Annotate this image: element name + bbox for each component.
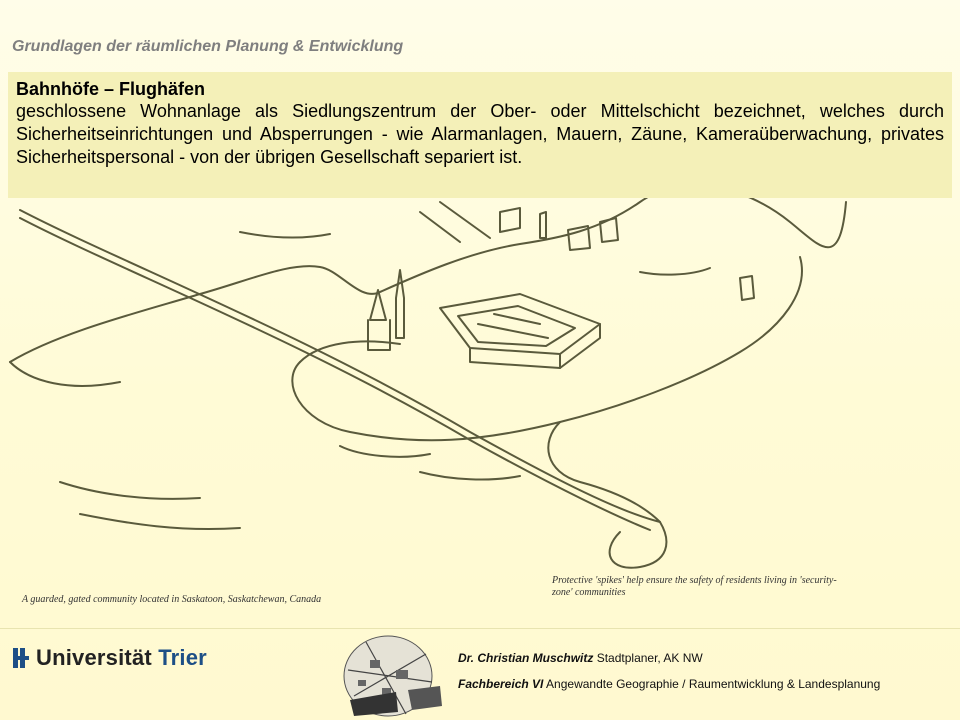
university-logo xyxy=(12,645,207,671)
definition-box xyxy=(8,72,952,198)
course-title: Grundlagen der räumlichen Planung & Entwicklung xyxy=(12,38,404,55)
caption-protective-spikes: Protective 'spikes' help ensure the safety of residents living in 'security-zone' communities xyxy=(552,575,837,598)
caption-gated-community: A guarded, gated community located in Saskatoon, Saskatchewan, Canada xyxy=(22,594,322,605)
author-line xyxy=(458,651,703,665)
university-word: Universität xyxy=(36,645,152,670)
university-emblem-icon xyxy=(12,646,30,670)
author-role: Stadtplaner, AK NW xyxy=(596,651,703,665)
department-line xyxy=(458,677,880,691)
author-name: Dr. Christian Muschwitz xyxy=(458,651,594,665)
university-name xyxy=(36,645,207,671)
city-word: Trier xyxy=(158,645,207,670)
definition-title: Bahnhöfe – Flughäfen xyxy=(16,79,205,99)
department-name: Fachbereich VI xyxy=(458,677,544,691)
department-detail: Angewandte Geographie / Raumentwicklung & Landesplanung xyxy=(546,677,881,691)
footer-divider xyxy=(0,628,960,629)
map-thumbnail-image xyxy=(336,630,446,720)
definition-body: geschlossene Wohnanlage als Siedlungszentrum der Ober- oder Mittelschicht bezeichnet, welches durch Sicherheitseinrichtungen und Absperrungen - wie Alarmanlagen, Mauern, Zäune, Kameraüberwachung, privates Sicherheitspersonal - von der übrigen Gesellschaft separiert ist. xyxy=(16,101,944,167)
